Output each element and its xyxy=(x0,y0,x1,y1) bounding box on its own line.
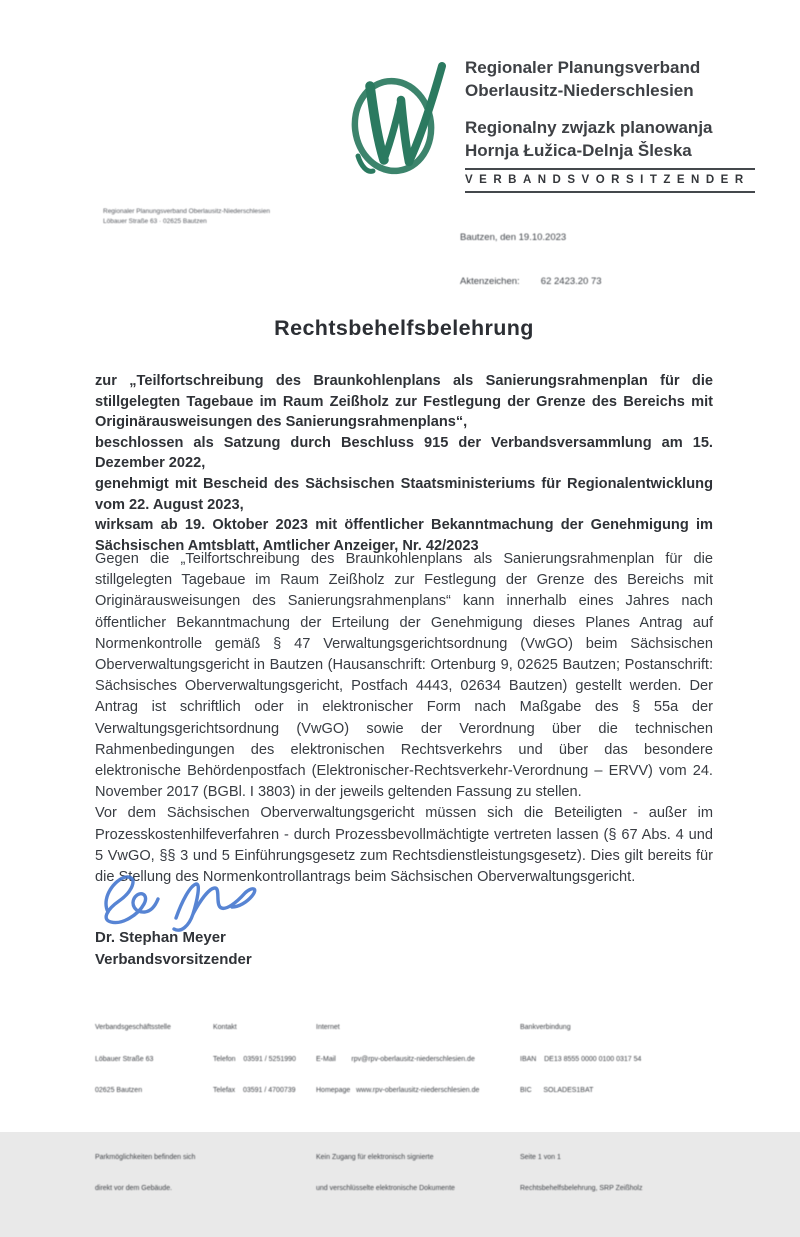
lead-line-beschluss: beschlossen als Satzung durch Beschluss 915 der Verbandsversammlung am 15. Dezember 2022, xyxy=(95,434,713,472)
org-name-hsb-line1: Regionalny zwjazk planowanja xyxy=(465,118,713,137)
footer-contact-column xyxy=(213,1002,296,1118)
footer-internet-column xyxy=(316,1002,479,1237)
return-address-line1: Regionaler Planungsverband Oberlausitz-Niederschlesien xyxy=(103,208,270,215)
footer-phone-line: Telefon 03591 / 5251990 xyxy=(213,1055,296,1063)
footer-parking-note-line1: Parkmöglichkeiten befinden sich xyxy=(95,1153,196,1161)
footer-internet-header: Internet xyxy=(316,1024,340,1031)
footer-address-line3: 02625 Bautzen xyxy=(95,1087,143,1094)
body-paragraph-vertretung: Vor dem Sächsischen Oberverwaltungsgericht müssen sich die Beteiligten - außer im Prozesskostenhilfeverfahren - durch Prozessbevollmächtigte vertreten lassen (§ 67 Abs. 4 und 5 VwGO, §§ 3 und 5 Einführungsgesetz zum Rechtsdienstleistungsgesetz). Dies gilt bereits für die Stellung des Normenkontrollantrags beim Sächsischen Oberverwaltungsgericht. xyxy=(95,805,713,886)
date-reference-block xyxy=(460,210,602,309)
footer-address-line2: Löbauer Straße 63 xyxy=(95,1055,154,1063)
lead-line-wirksamkeit: wirksam ab 19. Oktober 2023 mit öffentlicher Bekanntmachung der Genehmigung im Sächsischen Amtsblatt, Amtlicher Anzeiger, Nr. 42/2023 xyxy=(95,517,713,554)
footer-bank-column xyxy=(520,1002,642,1237)
footer-edoc-note-line2: und verschlüsselte elektronische Dokumente xyxy=(316,1185,455,1192)
footer-homepage-line: Homepage www.rpv-oberlausitz-niederschlesien.de xyxy=(316,1087,480,1094)
org-name-hsb-line2: Hornja Łužica-Delnja Šleska xyxy=(465,141,692,160)
footer-address-column xyxy=(95,1002,195,1237)
lead-line-genehmigung: genehmigt mit Bescheid des Sächsischen Staatsministeriums für Regionalentwicklung vom 22. August 2023, xyxy=(95,475,713,513)
file-reference: Aktenzeichen: 62 2423.20 73 xyxy=(460,276,602,287)
footer-bank-header: Bankverbindung xyxy=(520,1024,571,1031)
footer-edoc-note-line1: Kein Zugang für elektronisch signierte xyxy=(316,1153,434,1161)
document-title: Rechtsbehelfsbelehrung xyxy=(274,316,534,340)
org-name-de-line2: Oberlausitz-Niederschlesien xyxy=(465,81,694,100)
letterhead-org-block xyxy=(465,56,765,162)
return-address xyxy=(103,207,270,226)
footer-bic-line: BIC SOLADES1BAT xyxy=(520,1087,594,1094)
footer-parking-note-line2: direkt vor dem Gebäude. xyxy=(95,1185,173,1192)
body-text-block xyxy=(95,549,713,888)
footer-page-number: Seite 1 von 1 xyxy=(520,1153,561,1161)
planungsverband-logo-icon xyxy=(343,54,455,186)
role-banner: VERBANDSVORSITZENDER xyxy=(465,168,755,193)
return-address-line2: Löbauer Straße 63 · 02625 Bautzen xyxy=(103,217,207,225)
footer-email-line: E-Mail rpv@rpv-oberlausitz-niederschlesien.de xyxy=(316,1055,475,1063)
place-date: Bautzen, den 19.10.2023 xyxy=(460,232,567,243)
lead-line-plan: zur „Teilfortschreibung des Braunkohlenplans als Sanierungsrahmenplan für die stillgelegten Tagebaue im Raum Zeißholz zur Festlegung der Grenze des Bereichs mit Originärausweisungen des Sanierungsrahmenplans“, xyxy=(95,373,713,431)
lead-paragraph-block xyxy=(95,371,713,556)
footer-doc-reference: Rechtsbehelfsbelehrung, SRP Zeißholz xyxy=(520,1185,643,1192)
footer-iban-line: IBAN DE13 8555 0000 0100 0317 54 xyxy=(520,1055,642,1063)
signer-name: Dr. Stephan Meyer xyxy=(95,929,226,946)
footer-address-line1: Verbandsgeschäftsstelle xyxy=(95,1024,171,1031)
footer-contact-header: Kontakt xyxy=(213,1024,237,1031)
body-paragraph-normenkontrolle: Gegen die „Teilfortschreibung des Braunkohlenplans als Sanierungsrahmenplan für die stillgelegten Tagebaue im Raum Zeißholz zur Festlegung der Grenze des Bereichs mit Originärausweisungen des Sanierungsrahmenplans“ kann innerhalb eines Jahres nach öffentlicher Bekanntmachung der Erteilung der Genehmigung dieses Planes Antrag auf Normenkontrolle gemäß § 47 Verwaltungsgerichtsordnung (VwGO) beim Sächsischen Oberverwaltungsgericht in Bautzen (Hausanschrift: Ortenburg 9, 02625 Bautzen; Postanschrift: Sächsisches Oberverwaltungsgericht, Postfach 4443, 02634 Bautzen) gestellt werden. Der Antrag ist schriftlich oder in elektronischer Form nach Maßgabe des § 55a der Verwaltungsgerichtsordnung (VwGO) sowie der Verordnung über die technischen Rahmenbedingungen des elektronischen Rechtsverkehrs und über das besondere elektronische Behördenpostfach (Elektronischer-Rechtsverkehr-Verordnung – ERVV) vom 24. November 2017 (BGBl. I 3803) in der jeweils geltenden Fassung zu stellen. xyxy=(95,551,713,801)
signature-scribble-icon xyxy=(92,866,270,936)
footer-fax-line: Telefax 03591 / 4700739 xyxy=(213,1087,296,1094)
org-name-de-line1: Regionaler Planungsverband xyxy=(465,58,701,77)
org-name-gap xyxy=(465,102,765,116)
signer-role: Verbandsvorsitzender xyxy=(95,951,252,968)
